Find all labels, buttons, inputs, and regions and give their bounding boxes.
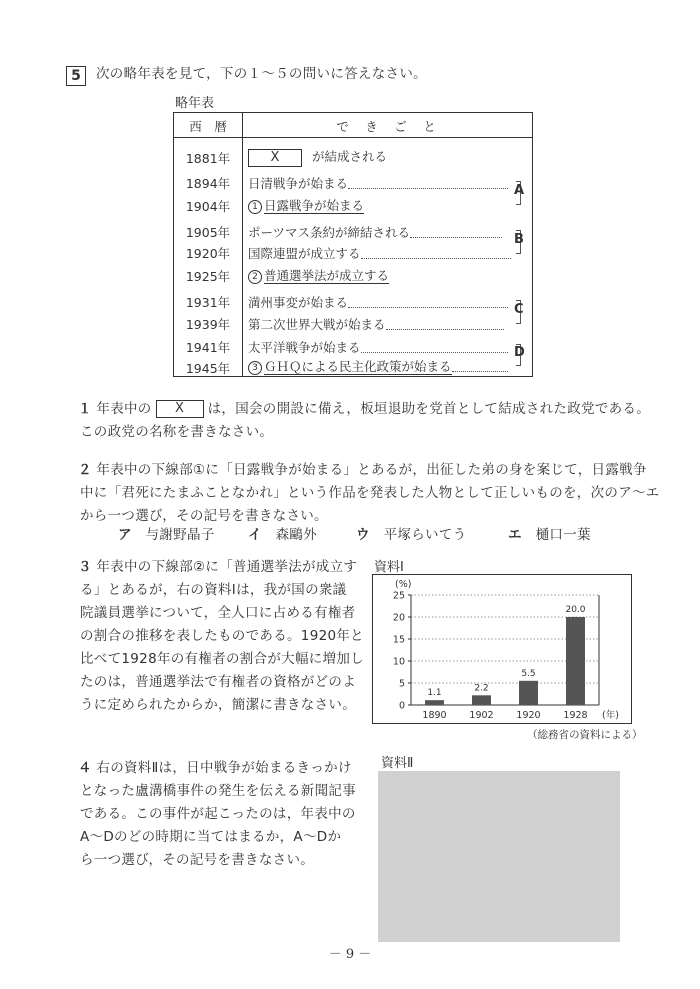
event-1939 (248, 315, 504, 333)
choice-d-label: エ (508, 527, 522, 543)
year-1905: 1905年 (185, 225, 231, 240)
timeline-title: 略年表 (175, 96, 215, 111)
q3-line7: うに定められたからか，簡潔に書きなさい。 (80, 697, 356, 713)
material-2-title: 資料Ⅱ (381, 756, 414, 771)
event-1941 (248, 338, 508, 356)
question-4 (78, 757, 352, 780)
q4-line3: である。この事件が起こったのは，年表中の (80, 806, 356, 822)
q1-post: は，国会の開設に備え，板垣退助を党首として結成された政党である。 (207, 401, 651, 417)
choice-b-label: イ (248, 527, 262, 543)
mark-2: 2 (248, 270, 262, 284)
header-event: で き ご と (336, 119, 438, 134)
timeline-table (173, 112, 533, 377)
dotted-leader (361, 344, 508, 353)
bracket-label-a: A (514, 183, 525, 198)
q3-line1: 年表中の下線部②に「普通選挙法が成立す (96, 559, 358, 575)
y-tick-label: 10 (392, 656, 405, 668)
bar-value-label: 5.5 (521, 668, 536, 679)
dotted-leader (361, 250, 511, 259)
x-tick-label: 1920 (516, 710, 541, 721)
year-1939: 1939年 (185, 317, 231, 332)
event-1905-text: ポーツマス条約が締結される (248, 225, 411, 240)
bar (472, 695, 491, 705)
dotted-leader (386, 321, 504, 330)
choice-c (356, 524, 466, 547)
year-1925: 1925年 (185, 269, 231, 284)
y-tick-label: 15 (392, 634, 405, 646)
bar-value-label: 1.1 (427, 688, 442, 699)
page-number: － 9 － (328, 947, 372, 962)
bar (566, 617, 585, 705)
q3-line2: る」とあるが，右の資料Ⅰは，我が国の衆議 (80, 582, 347, 598)
choice-d-text: 樋口一葉 (535, 527, 591, 543)
x-tick-label: 1902 (469, 710, 494, 721)
q2-line1: 年表中の下線部①に「日露戦争が始まる」とあるが，出征した弟の身を案じて，日露戦争 (96, 462, 647, 478)
event-1894-text: 日清戦争が始まる (248, 176, 349, 191)
year-1941: 1941年 (185, 340, 231, 355)
dotted-leader (452, 363, 508, 372)
q1-pre: 年表中の (96, 401, 152, 417)
event-1939-text: 第二次世界大戦が始まる (248, 317, 386, 332)
event-1931 (248, 293, 508, 311)
choice-a-text: 与謝野晶子 (145, 527, 215, 543)
question-2 (78, 459, 647, 482)
x-blank-box: X (248, 149, 302, 167)
event-1905 (248, 223, 502, 241)
choice-c-text: 平塚らいてう (383, 527, 467, 543)
q4-line1: 右の資料Ⅱは，日中戦争が始まるきっかけ (96, 760, 352, 776)
choice-b (248, 524, 317, 547)
event-1925 (248, 266, 389, 284)
q3-line4: の割合の推移を表したものである。1920年と (80, 628, 364, 644)
bar (425, 700, 444, 705)
header-year: 西 暦 (189, 119, 227, 134)
year-1881: 1881年 (185, 151, 231, 166)
event-1881 (248, 147, 387, 167)
material-1-title: 資料Ⅰ (374, 560, 404, 575)
x-tick-label: 1928 (563, 710, 588, 721)
event-1925-text: 普通選挙法が成立する (264, 268, 390, 283)
problem-instruction: 次の略年表を見て，下の１～５の問いに答えなさい。 (96, 66, 427, 82)
event-1920-text: 国際連盟が成立する (248, 246, 361, 261)
bar (519, 681, 538, 705)
choice-a-label: ア (118, 527, 132, 543)
y-tick-label: 20 (392, 612, 405, 624)
q1-x-box: X (156, 400, 204, 418)
x-tick-label: 1890 (422, 710, 447, 721)
material-1-chart (372, 574, 632, 724)
timeline-header (174, 113, 532, 138)
chart-source: （総務省の資料による） (527, 729, 643, 741)
y-unit-label: (%) (395, 579, 412, 590)
y-tick-label: 25 (392, 590, 405, 602)
dotted-leader (410, 229, 502, 238)
mark-1: 1 (248, 200, 262, 214)
question-3 (78, 556, 357, 579)
q3-line5: 比べて1928年の有権者の割合が大幅に増加し (80, 651, 364, 667)
bar-value-label: 2.2 (474, 683, 489, 694)
question-2-line2: 中に「君死にたまふことなかれ」という作品を発表した人物として正しいものを，次のア～エ (80, 485, 660, 501)
q4-number: ４ (78, 760, 92, 776)
event-1941-text: 太平洋戦争が始まる (248, 340, 361, 355)
bar-value-label: 20.0 (565, 605, 586, 615)
timeline-divider (242, 113, 243, 376)
choice-a (118, 524, 215, 547)
mark-3: 3 (248, 361, 262, 375)
y-tick-label: 0 (398, 700, 405, 712)
x-unit-label: (年) (602, 710, 619, 721)
chart-svg (373, 575, 631, 723)
year-1904: 1904年 (185, 199, 231, 214)
event-1881-text: が結成される (311, 149, 387, 164)
q4-line4: A～Dのどの時期に当てはまるか，A～Dか (80, 829, 342, 845)
bracket-label-b: B (514, 232, 524, 247)
event-1894 (248, 174, 508, 192)
problem-number: 5 (66, 66, 86, 86)
q3-line6: たのは，普通選挙法で有権者の資格がどのよ (80, 674, 356, 690)
dotted-leader (348, 299, 508, 308)
question-2-line3: から一つ選び，その記号を書きなさい。 (80, 508, 328, 524)
choice-d (508, 524, 591, 547)
q3-number: ３ (78, 559, 92, 575)
year-1894: 1894年 (185, 176, 231, 191)
event-1931-text: 満州事変が始まる (248, 295, 349, 310)
q2-number: ２ (78, 462, 92, 478)
choice-c-label: ウ (356, 527, 370, 543)
year-1931: 1931年 (185, 295, 231, 310)
dotted-leader (348, 180, 508, 189)
y-tick-label: 5 (398, 678, 405, 690)
choice-b-text: 森鷗外 (275, 527, 318, 543)
q4-line2: となった盧溝橋事件の発生を伝える新聞記事 (80, 783, 356, 799)
year-1945: 1945年 (185, 361, 231, 376)
question-1 (78, 398, 650, 421)
q4-line5: ら一つ選び，その記号を書きなさい。 (80, 852, 315, 868)
event-1945 (248, 357, 508, 375)
bracket-label-d: D (514, 345, 525, 360)
question-1-line2: この政党の名称を書きなさい。 (80, 424, 274, 440)
material-2-newspaper-image (378, 771, 620, 942)
event-1945-text: ＧＨＱによる民主化政策が始まる (264, 359, 452, 374)
event-1904 (248, 196, 364, 214)
q3-line3: 院議員選挙について，全人口に占める有権者 (80, 605, 356, 621)
q1-number: １ (78, 401, 92, 417)
bracket-label-c: C (514, 302, 524, 317)
event-1904-text: 日露戦争が始まる (264, 198, 365, 213)
year-1920: 1920年 (185, 246, 231, 261)
event-1920 (248, 244, 511, 262)
